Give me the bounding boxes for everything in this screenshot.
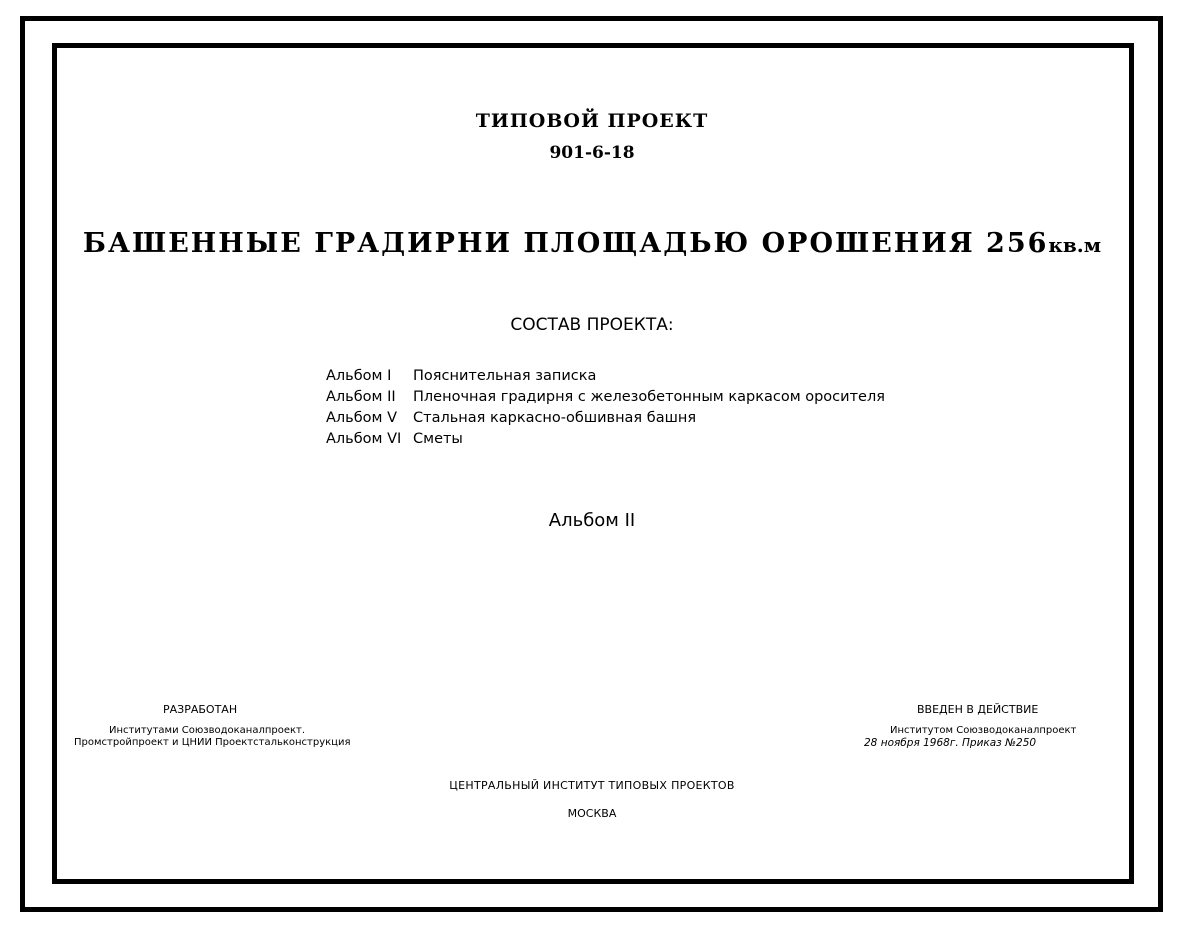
composition-heading: СОСТАВ ПРОЕКТА:	[510, 315, 674, 335]
enacted-line-2: 28 ноября 1968г. Приказ №250	[864, 737, 1037, 749]
inner-frame	[52, 43, 1134, 884]
document-title-main: БАШЕННЫЕ ГРАДИРНИ ПЛОЩАДЬЮ ОРОШЕНИЯ 256	[82, 228, 1049, 259]
album-label: Альбом VI	[326, 431, 402, 447]
album-label: Альбом V	[326, 410, 398, 426]
list-item	[326, 366, 885, 387]
list-item	[326, 429, 885, 450]
project-number: 901-6-18	[549, 143, 635, 163]
album-text: Пленочная градирня с железобетонным каркасом оросителя	[413, 389, 885, 405]
album-text: Пояснительная записка	[413, 368, 597, 384]
enacted-line-1: Институтом Союзводоканалпроект	[890, 725, 1077, 736]
album-text: Стальная каркасно-обшивная башня	[413, 410, 697, 426]
list-item	[326, 387, 885, 408]
project-type: ТИПОВОЙ ПРОЕКТ	[475, 110, 709, 132]
album-text: Сметы	[413, 431, 463, 447]
list-item	[326, 408, 885, 429]
current-album: Альбом II	[548, 510, 636, 531]
publisher-city: МОСКВА	[567, 807, 617, 820]
developed-heading: РАЗРАБОТАН	[163, 703, 238, 716]
developed-line-2: Промстройпроект и ЦНИИ Проектстальконструкция	[74, 737, 351, 748]
document-title-unit: кв.м	[1048, 233, 1102, 257]
publisher-institute: ЦЕНТРАЛЬНЫЙ ИНСТИТУТ ТИПОВЫХ ПРОЕКТОВ	[449, 779, 735, 792]
document-title	[0, 228, 1184, 259]
developed-line-1: Институтами Союзводоканалпроект.	[109, 725, 306, 736]
album-label: Альбом II	[326, 389, 396, 405]
album-list	[326, 366, 885, 450]
album-label: Альбом I	[326, 368, 392, 384]
enacted-heading: ВВЕДЕН В ДЕЙСТВИЕ	[917, 703, 1039, 716]
